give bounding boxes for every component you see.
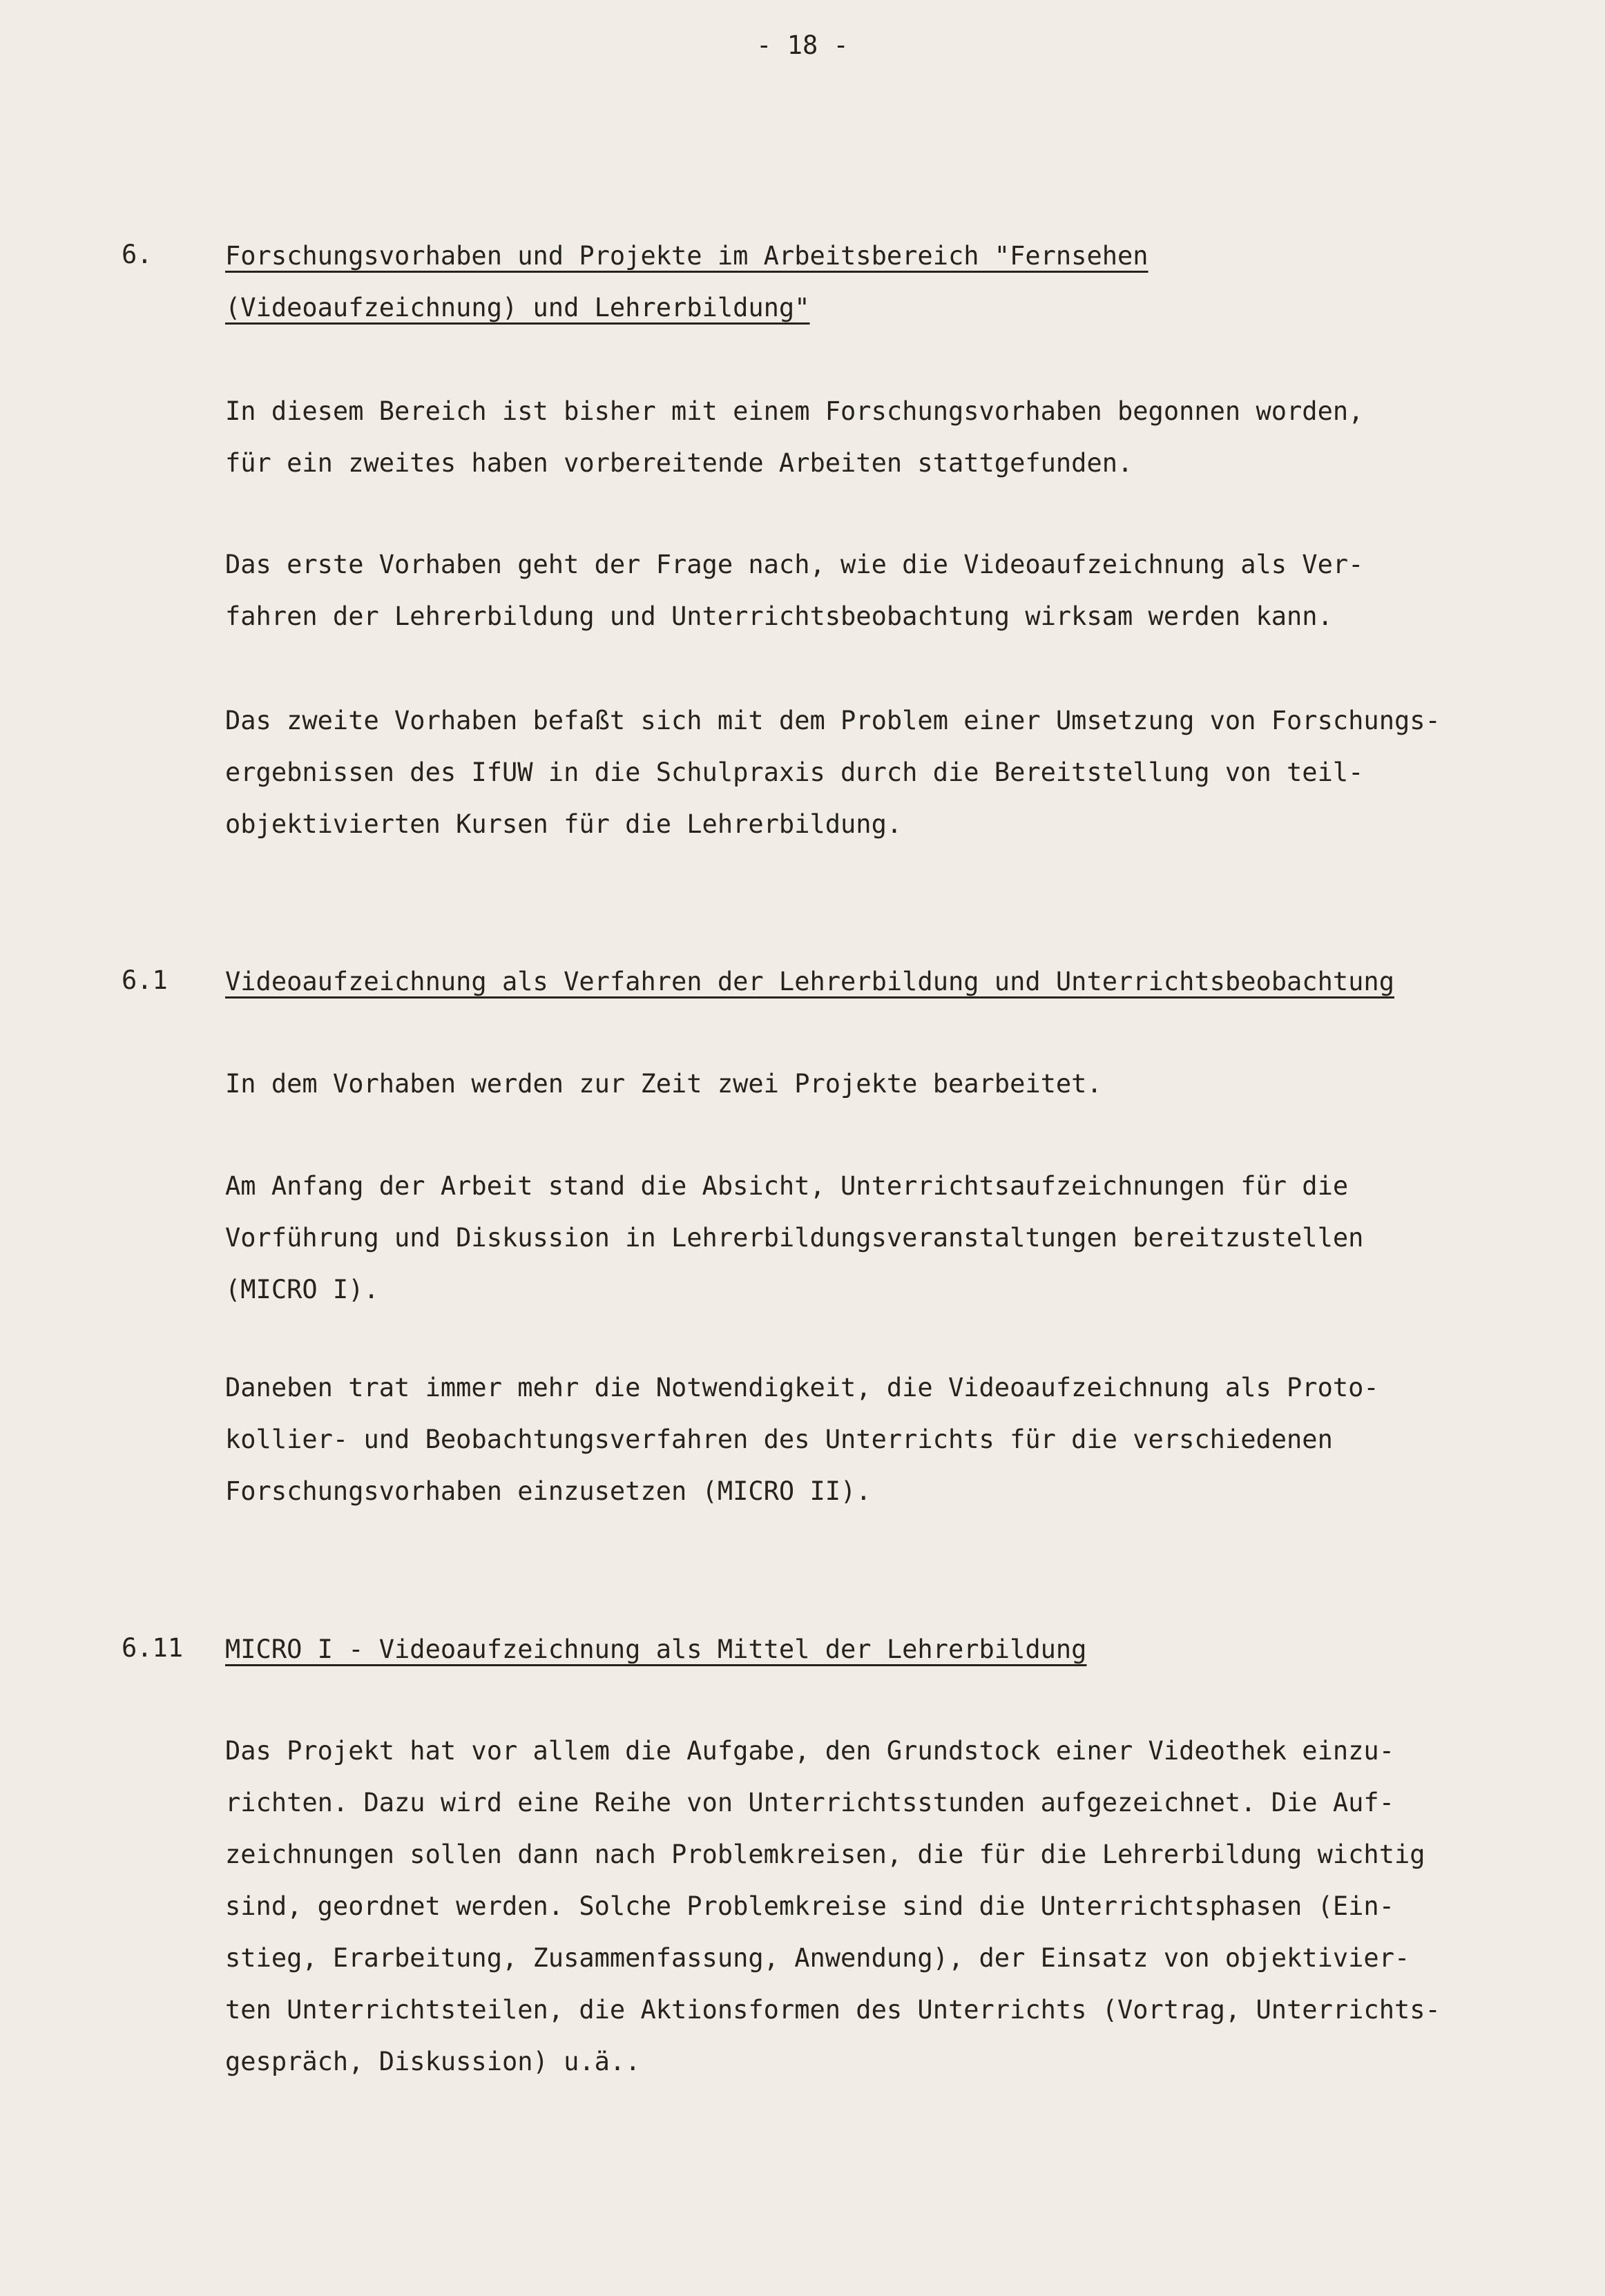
text-line: (MICRO I).	[225, 1275, 379, 1304]
text-line: Forschungsvorhaben einzusetzen (MICRO II).	[225, 1476, 872, 1506]
text-line: sind, geordnet werden. Solche Problemkreise sind die Unterrichtsphasen (Ein-	[225, 1891, 1394, 1921]
paragraph	[225, 1058, 1586, 1110]
section-heading-6	[225, 230, 1149, 334]
section-number-6-11: 6.11	[122, 1633, 184, 1663]
paragraph	[225, 1362, 1586, 1517]
text-line: ten Unterrichtsteilen, die Aktionsformen des Unterrichts (Vortrag, Unterrichts-	[225, 1995, 1441, 2025]
section-number-6: 6.	[122, 240, 153, 269]
text-line: Am Anfang der Arbeit stand die Absicht, Unterrichtsaufzeichnungen für die	[225, 1171, 1349, 1201]
heading-line: MICRO I - Videoaufzeichnung als Mittel der Lehrerbildung	[225, 1634, 1087, 1664]
text-line: Das Projekt hat vor allem die Aufgabe, den Grundstock einer Videothek einzu-	[225, 1736, 1394, 1766]
page-number: - 18 -	[756, 30, 849, 60]
paragraph	[225, 539, 1586, 642]
text-line: Das erste Vorhaben geht der Frage nach, wie die Videoaufzeichnung als Ver-	[225, 550, 1364, 579]
paragraph	[225, 1160, 1586, 1315]
text-line: objektivierten Kursen für die Lehrerbildung.	[225, 809, 903, 839]
section-heading-6-11	[225, 1623, 1086, 1675]
text-line: Vorführung und Diskussion in Lehrerbildungsveranstaltungen bereitzustellen	[225, 1223, 1364, 1253]
text-line: In dem Vorhaben werden zur Zeit zwei Projekte bearbeitet.	[225, 1069, 1102, 1099]
text-line: Das zweite Vorhaben befaßt sich mit dem Problem einer Umsetzung von Forschungs-	[225, 706, 1441, 735]
text-line: kollier- und Beobachtungsverfahren des Unterrichts für die verschiedenen	[225, 1425, 1333, 1454]
heading-line: Forschungsvorhaben und Projekte im Arbeitsbereich "Fernsehen	[225, 241, 1149, 271]
heading-line: Videoaufzeichnung als Verfahren der Lehrerbildung und Unterrichtsbeobachtung	[225, 967, 1394, 996]
paragraph	[225, 695, 1586, 850]
section-heading-6-1	[225, 956, 1394, 1007]
text-line: In diesem Bereich ist bisher mit einem Forschungsvorhaben begonnen worden,	[225, 396, 1364, 426]
text-line: Daneben trat immer mehr die Notwendigkeit, die Videoaufzeichnung als Proto-	[225, 1373, 1379, 1402]
paragraph	[225, 385, 1586, 489]
text-line: zeichnungen sollen dann nach Problemkreisen, die für die Lehrerbildung wichtig	[225, 1840, 1425, 1869]
text-line: richten. Dazu wird eine Reihe von Unterrichtsstunden aufgezeichnet. Die Auf-	[225, 1788, 1394, 1817]
heading-line: (Videoaufzeichnung) und Lehrerbildung"	[225, 293, 810, 322]
text-line: ergebnissen des IfUW in die Schulpraxis durch die Bereitstellung von teil-	[225, 758, 1364, 787]
section-number-6-1: 6.1	[122, 965, 168, 995]
text-line: fahren der Lehrerbildung und Unterrichtsbeobachtung wirksam werden kann.	[225, 601, 1333, 631]
text-line: für ein zweites haben vorbereitende Arbeiten stattgefunden.	[225, 448, 1133, 478]
text-line: gespräch, Diskussion) u.ä..	[225, 2047, 641, 2076]
text-line: stieg, Erarbeitung, Zusammenfassung, Anwendung), der Einsatz von objektivier-	[225, 1943, 1410, 1973]
paragraph	[225, 1725, 1586, 2087]
